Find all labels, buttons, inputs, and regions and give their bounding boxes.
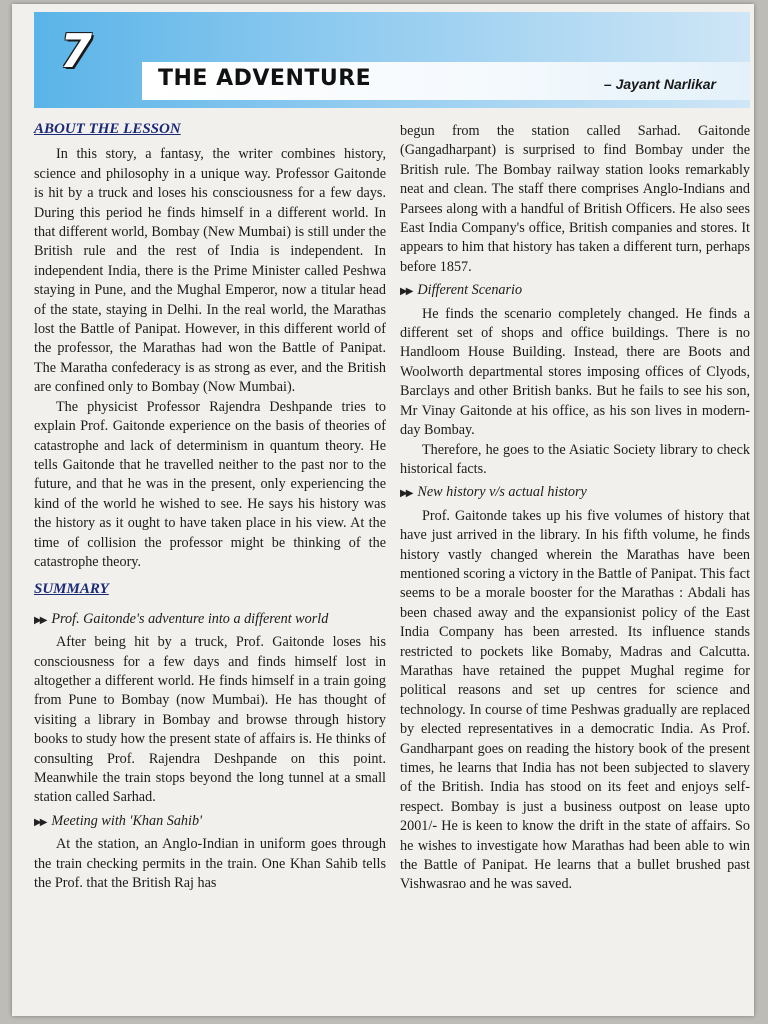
double-arrow-icon: ▶▶ — [34, 816, 46, 828]
double-arrow-icon: ▶▶ — [34, 614, 46, 626]
khan-sahib-paragraph: At the station, an Anglo-Indian in uniform goes through the train checking permits in the train. One Khan Sahib tells the Prof. that the British Raj has — [34, 836, 386, 892]
subheading-khan-sahib — [34, 812, 386, 832]
scenario-paragraph-2: Therefore, he goes to the Asiatic Society library to check historical facts. — [400, 441, 750, 477]
book-page — [12, 4, 754, 1016]
chapter-number: 7 — [60, 24, 93, 78]
continuation-paragraph: begun from the station called Sarhad. Gaitonde (Gangadharpant) is surprised to find Bombay under the British rule. The Bombay railway station looks remarkably neat and clean. The staff there comprises Anglo-Indians and Parsees along with a handful of British Officers. He also sees East India Company's office, British companies and stores. It appears to him that history has taken a different turn, perhaps before 1857. — [400, 123, 750, 275]
right-column — [400, 122, 750, 895]
left-column — [34, 118, 386, 893]
new-history-paragraph: Prof. Gaitonde takes up his five volumes of history that have just arrived in the library. In his fifth volume, he finds history vastly changed wherein the Marathas have been mentioned scoring a victory in the Battle of Panipat. This fact seems to be a morale booster for the Marathas : Abdali has been chased away and the expansionist policy of the East India Company has been arrested. Its influence stands restricted to pockets like Bomaby, Madras and Calcutta. Marathas have retained the puppet Mughal regime for political reasons and set up centres for science and technology. In course of time Peshwas gradually are replaced by elected representatives in a democratic India. As Prof. Gandharpant goes on reading the history book of the present times, he learns that India has not been subjected to slavery of the British. India has stood on its feet and enjoys self-respect. Bombay is just a business outpost on lease upto 2001/- He is keen to know the drift in the state of affairs. So he wishes to investigate how Marathas had been able to win the Battle of Panipat. He learns that a bullet brushed past Vishwasrao and he was saved. — [400, 507, 751, 893]
about-heading: ABOUT THE LESSON — [34, 121, 181, 137]
subheading-label: New history v/s actual history — [417, 484, 587, 501]
subheading-new-history — [400, 483, 750, 503]
about-paragraph-2: The physicist Professor Rajendra Deshpande tries to explain Prof. Gaitonde experience on the basis of theories of catastrophe and lack of determinism in quantum theory. He tells Gaitonde that he travelled neither to the past nor to the future, and that he was in the present, only experiencing the kind of the world he wished to see. He says his history was the history as it ought to have taken place in his view. At the time of collision the professor might be thinking of the catastrophe theory. — [34, 398, 386, 570]
subheading-label: Meeting with 'Khan Sahib' — [51, 812, 203, 829]
scenario-paragraph-1: He finds the scenario completely changed. He finds a different set of shops and office buildings. There is no Handloom House Building. Instead, there are Boots and Woolworth departmental stores imposing offices of Clyods, Barclays and other British banks. But he fails to see his son, Mr Vinay Gaitonde at his office, as his son lives in modern-day Bombay. — [400, 305, 750, 439]
summary-heading: SUMMARY — [34, 581, 109, 598]
chapter-title: THE ADVENTURE — [158, 66, 372, 91]
double-arrow-icon: ▶▶ — [400, 286, 412, 298]
author-name: – Jayant Narlikar — [603, 76, 716, 92]
subheading-label: Different Scenario — [417, 282, 523, 299]
subheading-label: Prof. Gaitonde's adventure into a different world — [51, 610, 329, 627]
about-paragraph-1: In this story, a fantasy, the writer combines history, science and philosophy in a unique way. Professor Gaitonde is hit by a truck and loses his consciousness for a few days. During this period he finds himself in a different world. In that different world, Bombay (New Mumbai) is still under the British rule and the rest of India is independent. In independent India, there is the Prime Minister called Peshwa staying in Pune, and the Mughal Emperor, now a titular head of the state, staying in Delhi. In the real world, the Marathas lost the Battle of Panipat. However, in this different world of the professor, the Marathas had won the Battle of Panipat. The Maratha confederacy is as strong as ever, and the British are confined only to Bombay (Now Mumbai). — [34, 146, 386, 396]
double-arrow-icon: ▶▶ — [400, 488, 412, 500]
subheading-adventure — [34, 610, 386, 630]
subheading-different-scenario — [400, 281, 750, 301]
adventure-paragraph: After being hit by a truck, Prof. Gaitonde loses his consciousness for a few days and finds himself lost in altogether a different world. He finds himself in a train going from Pune to Bombay (now Mumbai). He has thought of visiting a library in Bombay and browse through history books to study how the present state of affairs is. He thinks of consulting Prof. Rajendra Deshpande on this point. Meanwhile the train stops beyond the long tunnel at a small station called Sarhad. — [34, 634, 386, 806]
